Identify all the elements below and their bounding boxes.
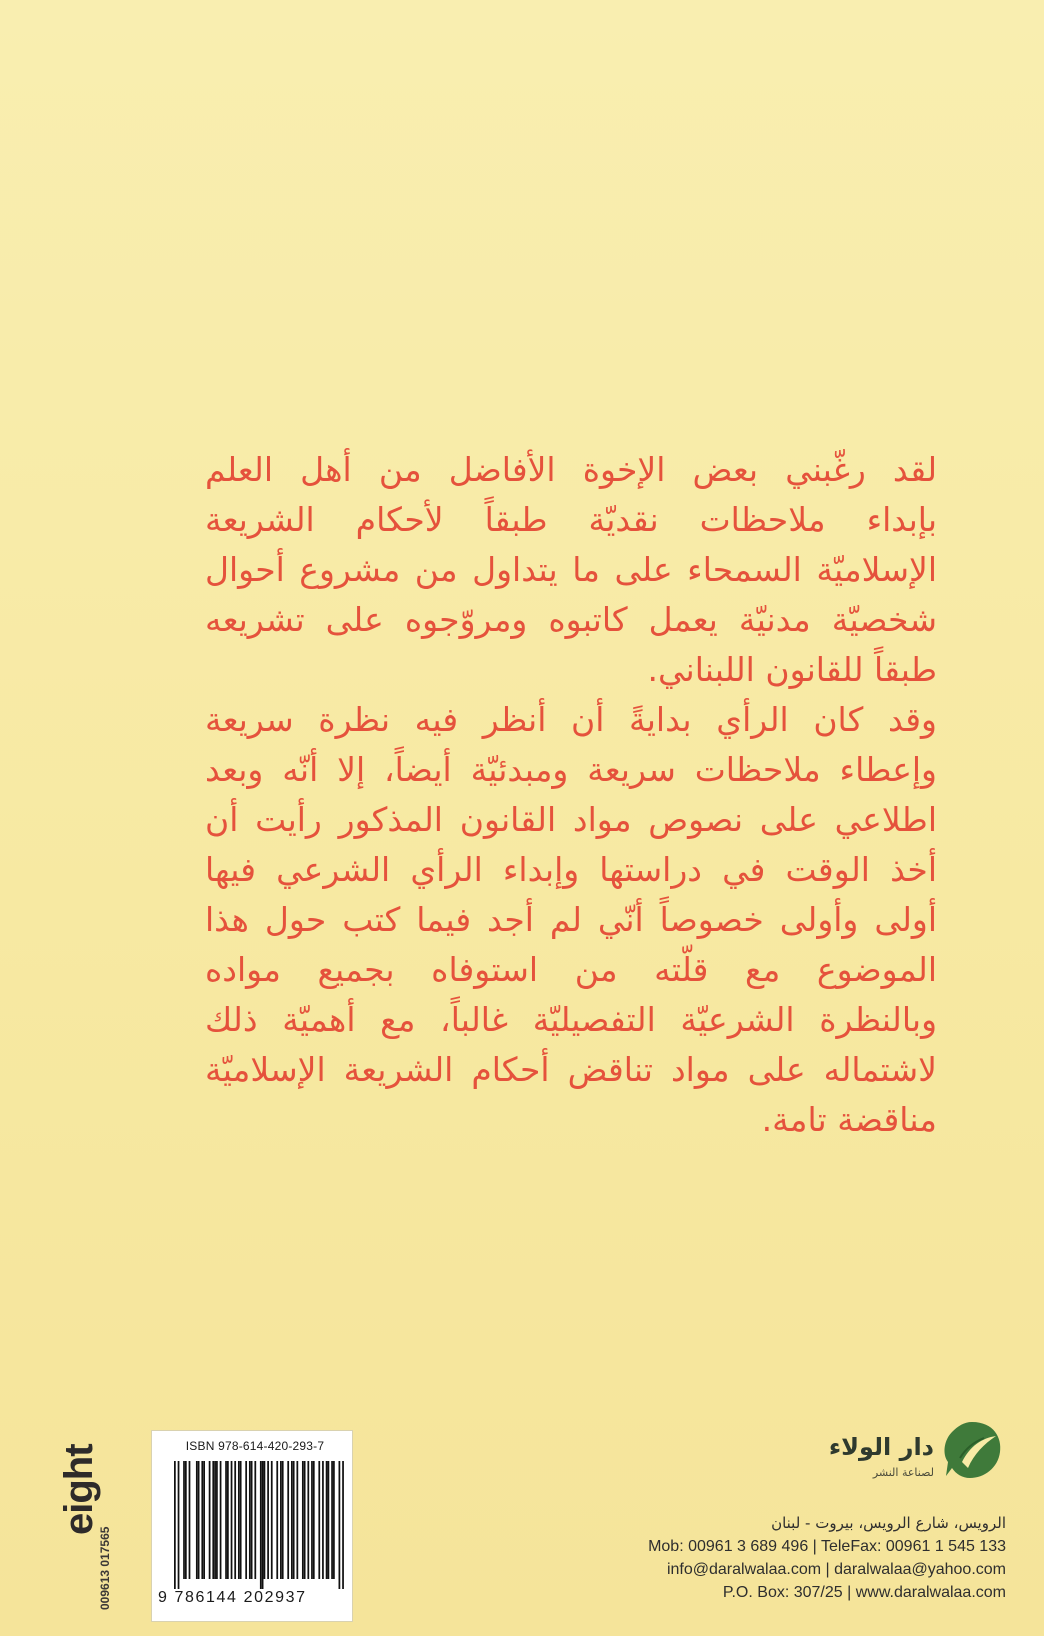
barcode-bar [296, 1461, 298, 1579]
barcode-bar [293, 1461, 295, 1579]
blurb-line: وبالنظرة الشرعيّة التفصيليّة غالباً، مع أهميّة ذلك [205, 1000, 937, 1039]
barcode-bar [328, 1461, 330, 1579]
barcode-bar [313, 1461, 315, 1579]
barcode-bar [307, 1461, 309, 1579]
blurb-line: أخذ الوقت في دراستها وإبداء الرأي الشرعي فيها [205, 850, 937, 889]
barcode-bar [234, 1461, 236, 1579]
barcode-bar [212, 1461, 214, 1579]
barcode-bar [331, 1461, 333, 1579]
publisher-name: دار الولاء [828, 1433, 934, 1461]
barcode-bar [214, 1461, 216, 1579]
blurb-line: الإسلاميّة السمحاء على ما يتداول من مشروع أحوال [205, 550, 937, 589]
barcode-bar [271, 1461, 273, 1579]
barcode-bar [318, 1461, 320, 1579]
publisher-address: الرويس، شارع الرويس، بيروت - لبنان [771, 1514, 1006, 1532]
blurb-line: لاشتماله على مواد تناقض أحكام الشريعة الإسلاميّة [205, 1050, 937, 1089]
barcode-bar [264, 1461, 266, 1579]
barcode-bar [174, 1461, 176, 1589]
barcode-bar [291, 1461, 293, 1579]
barcode-bar [267, 1461, 269, 1579]
barcode-bar [209, 1461, 211, 1579]
barcode-bar [251, 1461, 253, 1579]
barcode-bar [203, 1461, 205, 1579]
barcode-bar [198, 1461, 200, 1579]
barcode-bar [216, 1461, 218, 1579]
barcode-bar [225, 1461, 227, 1579]
barcode-bar [282, 1461, 284, 1579]
barcode-bar [326, 1461, 328, 1579]
barcode-bar [262, 1461, 264, 1589]
publisher-tagline: لصناعة النشر [872, 1466, 934, 1479]
barcode-bar [254, 1461, 256, 1579]
barcode-bar [227, 1461, 229, 1579]
barcode-bar [231, 1461, 233, 1579]
eight-logo: eight [57, 1444, 101, 1535]
barcode-bar [287, 1461, 289, 1579]
barcode-bar [304, 1461, 306, 1579]
barcode-bar [322, 1461, 324, 1579]
barcode-bars [174, 1461, 344, 1589]
barcode-bar [196, 1461, 198, 1579]
barcode-bar [183, 1461, 185, 1579]
blurb-line: مناقضة تامة. [761, 1100, 937, 1139]
barcode-bar [178, 1461, 180, 1589]
blurb-line: شخصيّة مدنيّة يعمل كاتبوه ومروّجوه على تشريعه [205, 600, 937, 639]
barcode-box [151, 1430, 353, 1622]
publisher-phones: Mob: 00961 3 689 496 | TeleFax: 00961 1 545 133 [648, 1538, 1006, 1555]
imprint-code: 009613 017565 [98, 1526, 112, 1610]
blurb-line: طبقاً للقانون اللبناني. [647, 650, 937, 689]
barcode-bar [339, 1461, 341, 1589]
blurb-line: وقد كان الرأي بدايةً أن أنظر فيه نظرة سريعة [205, 700, 937, 739]
ean-digits: 9 786144 202937 [158, 1589, 307, 1606]
blurb-line: لقد رغّبني بعض الإخوة الأفاضل من أهل العلم [205, 450, 937, 489]
barcode-bar [220, 1461, 222, 1579]
publisher-emails: info@daralwalaa.com | daralwalaa@yahoo.com [666, 1561, 1006, 1578]
publisher-box-web: P.O. Box: 307/25 | www.daralwalaa.com [722, 1584, 1006, 1601]
barcode-bar [260, 1461, 262, 1589]
barcode-bar [342, 1461, 344, 1589]
barcode-bar [311, 1461, 313, 1579]
barcode-bar [201, 1461, 203, 1579]
barcode-bar [276, 1461, 278, 1579]
blurb-line: وإعطاء ملاحظات سريعة ومبدئيّة أيضاً، إلا أنّه وبعد [205, 750, 937, 789]
barcode-bar [238, 1461, 240, 1579]
barcode-bar [185, 1461, 187, 1579]
publisher-contact [648, 1512, 1006, 1604]
isbn-label: ISBN 978-614-420-293-7 [185, 1439, 325, 1453]
barcode-bar [240, 1461, 242, 1579]
barcode-bar [249, 1461, 251, 1579]
blurb-line: أولى وأولى خصوصاً أنّي لم أجد فيما كتب حول هذا [205, 900, 937, 939]
blurb-line: اطلاعي على نصوص مواد القانون المذكور رأيت أن [205, 800, 937, 839]
barcode-bar [333, 1461, 335, 1579]
barcode-bar [302, 1461, 304, 1579]
blurb-line: بإبداء ملاحظات نقديّة طبقاً لأحكام الشريعة [205, 500, 937, 539]
barcode-bar [245, 1461, 247, 1579]
blurb-text [205, 445, 937, 1145]
blurb-line: الموضوع مع قلّته من استوفاه بجميع مواده [205, 950, 937, 989]
barcode-bar [280, 1461, 282, 1579]
barcode-bar [189, 1461, 191, 1579]
publisher-leaf-icon [940, 1418, 1004, 1482]
